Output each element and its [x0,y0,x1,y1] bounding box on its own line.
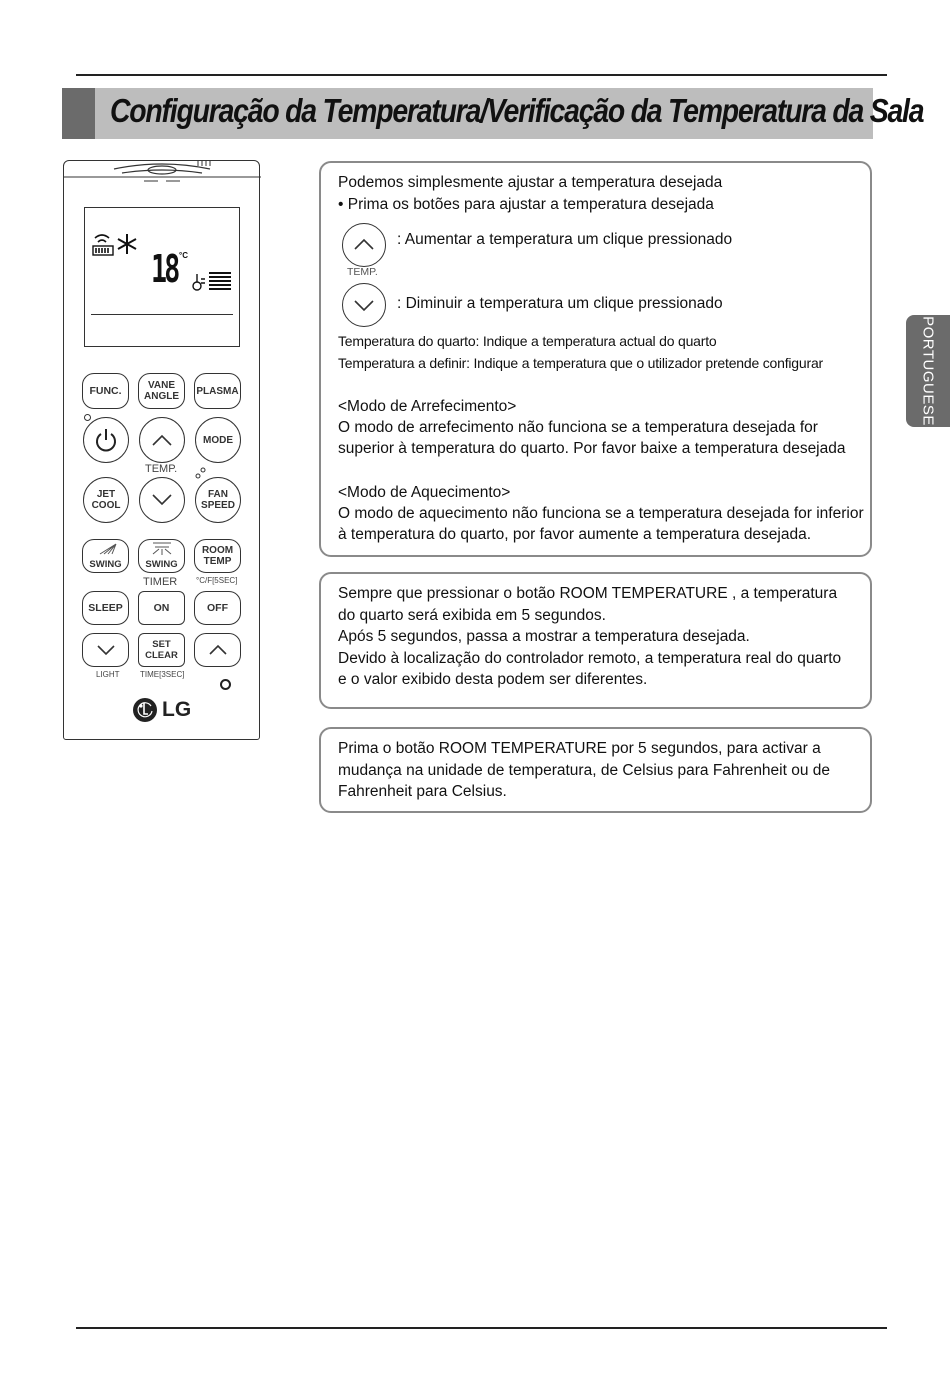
temp-down-button-diagram [342,283,386,327]
box1-line1: Podemos simplesmente ajustar a temperatura desejada [338,174,723,191]
power-button[interactable] [83,417,129,463]
swing-label-1: SWING [89,559,122,570]
heating-mode-heading: <Modo de Aquecimento> [338,484,511,501]
chevron-down-icon-3 [343,284,387,328]
box3-line3: Fahrenheit para Celsius. [338,783,507,800]
swing-label-2: SWING [145,559,178,570]
mode-button[interactable]: MODE [195,417,241,463]
time-up-button[interactable] [194,633,241,667]
set-temp-definition: Temperatura a definir: Indique a temperatura que o utilizador pretende configurar [338,355,823,371]
temp-diagram-label: TEMP. [347,266,378,278]
box2-line4: Devido à localização do controlador remoto, a temperatura real do quarto [338,650,842,667]
power-icon [92,426,120,454]
cooling-mode-line2: superior à temperatura do quarto. Por favor baixe a temperatura desejada [338,440,846,457]
box3-line1: Prima o botão ROOM TEMPERATURE por 5 segundos, para activar a [338,740,821,757]
remote-control-illustration [63,160,260,740]
top-rule [76,74,887,76]
remote-led-indicator [220,679,231,690]
cooling-mode-heading: <Modo de Arrefecimento> [338,398,517,415]
temp-label: TEMP. [145,463,178,475]
timer-label: TIMER [143,576,178,588]
temp-up-button-diagram [342,223,386,267]
heating-mode-line2: à temperatura do quarto, por favor aumente a temperatura desejada. [338,526,812,543]
fan-speed-button[interactable]: FAN SPEED [195,477,241,523]
chevron-down-icon [150,493,174,507]
light-down-button[interactable] [82,633,129,667]
temp-down-description: : Diminuir a temperatura um clique pressionado [397,295,723,312]
unit-change-box [319,727,872,813]
lg-logo-mark [132,697,158,723]
room-temp-button[interactable]: ROOM TEMP [194,539,241,573]
page-title: Configuração da Temperatura/Verificação da Temperatura da Sala [110,92,924,129]
func-button[interactable]: FUNC. [82,373,129,409]
sleep-button[interactable]: SLEEP [82,591,129,625]
temp-down-button[interactable] [139,477,185,523]
timer-on-button[interactable]: ON [138,591,185,625]
temp-up-description: : Aumentar a temperatura um clique pressionado [397,231,733,248]
lg-logo [132,697,202,723]
title-accent-block [62,88,95,139]
fan-level-bars-icon [207,270,233,294]
temperature-adjust-box [319,161,872,557]
lcd-temperature: 18 [151,247,178,291]
swing-fan-icon [96,542,118,556]
vane-angle-button[interactable]: VANE ANGLE [138,373,185,409]
light-label: LIGHT [96,670,120,679]
chevron-up-icon [150,433,174,447]
plasma-button[interactable]: PLASMA [194,373,241,409]
chevron-up-icon-3 [343,224,387,268]
lcd-display [84,207,240,347]
box2-line3: Após 5 segundos, passa a mostrar a temperatura desejada. [338,628,750,645]
cf-5sec-label: °C/F[5SEC] [196,576,238,585]
temp-up-button[interactable] [139,417,185,463]
power-indicator-dot [84,414,91,421]
swing-vane-icon [149,541,175,557]
bottom-rule [76,1327,887,1329]
chevron-down-icon-2 [94,643,118,657]
box2-line2: do quarto será exibida em 5 segundos. [338,607,606,624]
cooling-mode-line1: O modo de arrefecimento não funciona se a temperatura desejada for [338,419,818,436]
thermometer-icon [191,270,207,292]
lcd-divider [91,314,233,315]
title-bar [62,88,924,139]
box3-line2: mudança na unidade de temperatura, de Celsius para Fahrenheit ou de [338,762,831,779]
timer-off-button[interactable]: OFF [194,591,241,625]
fan-speed-indicator-dots [194,467,208,479]
swing-vertical-button[interactable] [138,539,185,573]
language-tab [906,315,950,427]
language-tab-label: PORTUGUESE [919,316,937,426]
box1-line2: • Prima os botões para ajustar a temperatura desejada [338,196,714,213]
box2-line1: Sempre que pressionar o botão ROOM TEMPERATURE , a temperatura [338,585,838,602]
snowflake-icon [115,232,139,256]
lcd-unit: °C [179,251,188,260]
heating-mode-line1: O modo de aquecimento não funciona se a temperatura desejada for inferior [338,505,864,522]
room-temperature-box [319,572,872,709]
swing-horizontal-button[interactable] [82,539,129,573]
lg-logo-text: LG [162,698,192,721]
chevron-up-icon-2 [206,643,230,657]
set-clear-button[interactable]: SET CLEAR [138,633,185,667]
room-temp-definition: Temperatura do quarto: Indique a temperatura actual do quarto [338,333,717,349]
time-3sec-label: TIME[3SEC] [140,670,185,679]
jet-cool-button[interactable]: JET COOL [83,477,129,523]
remote-top-emitter [64,161,261,191]
box2-line5: e o valor exibido desta podem ser diferentes. [338,671,648,688]
